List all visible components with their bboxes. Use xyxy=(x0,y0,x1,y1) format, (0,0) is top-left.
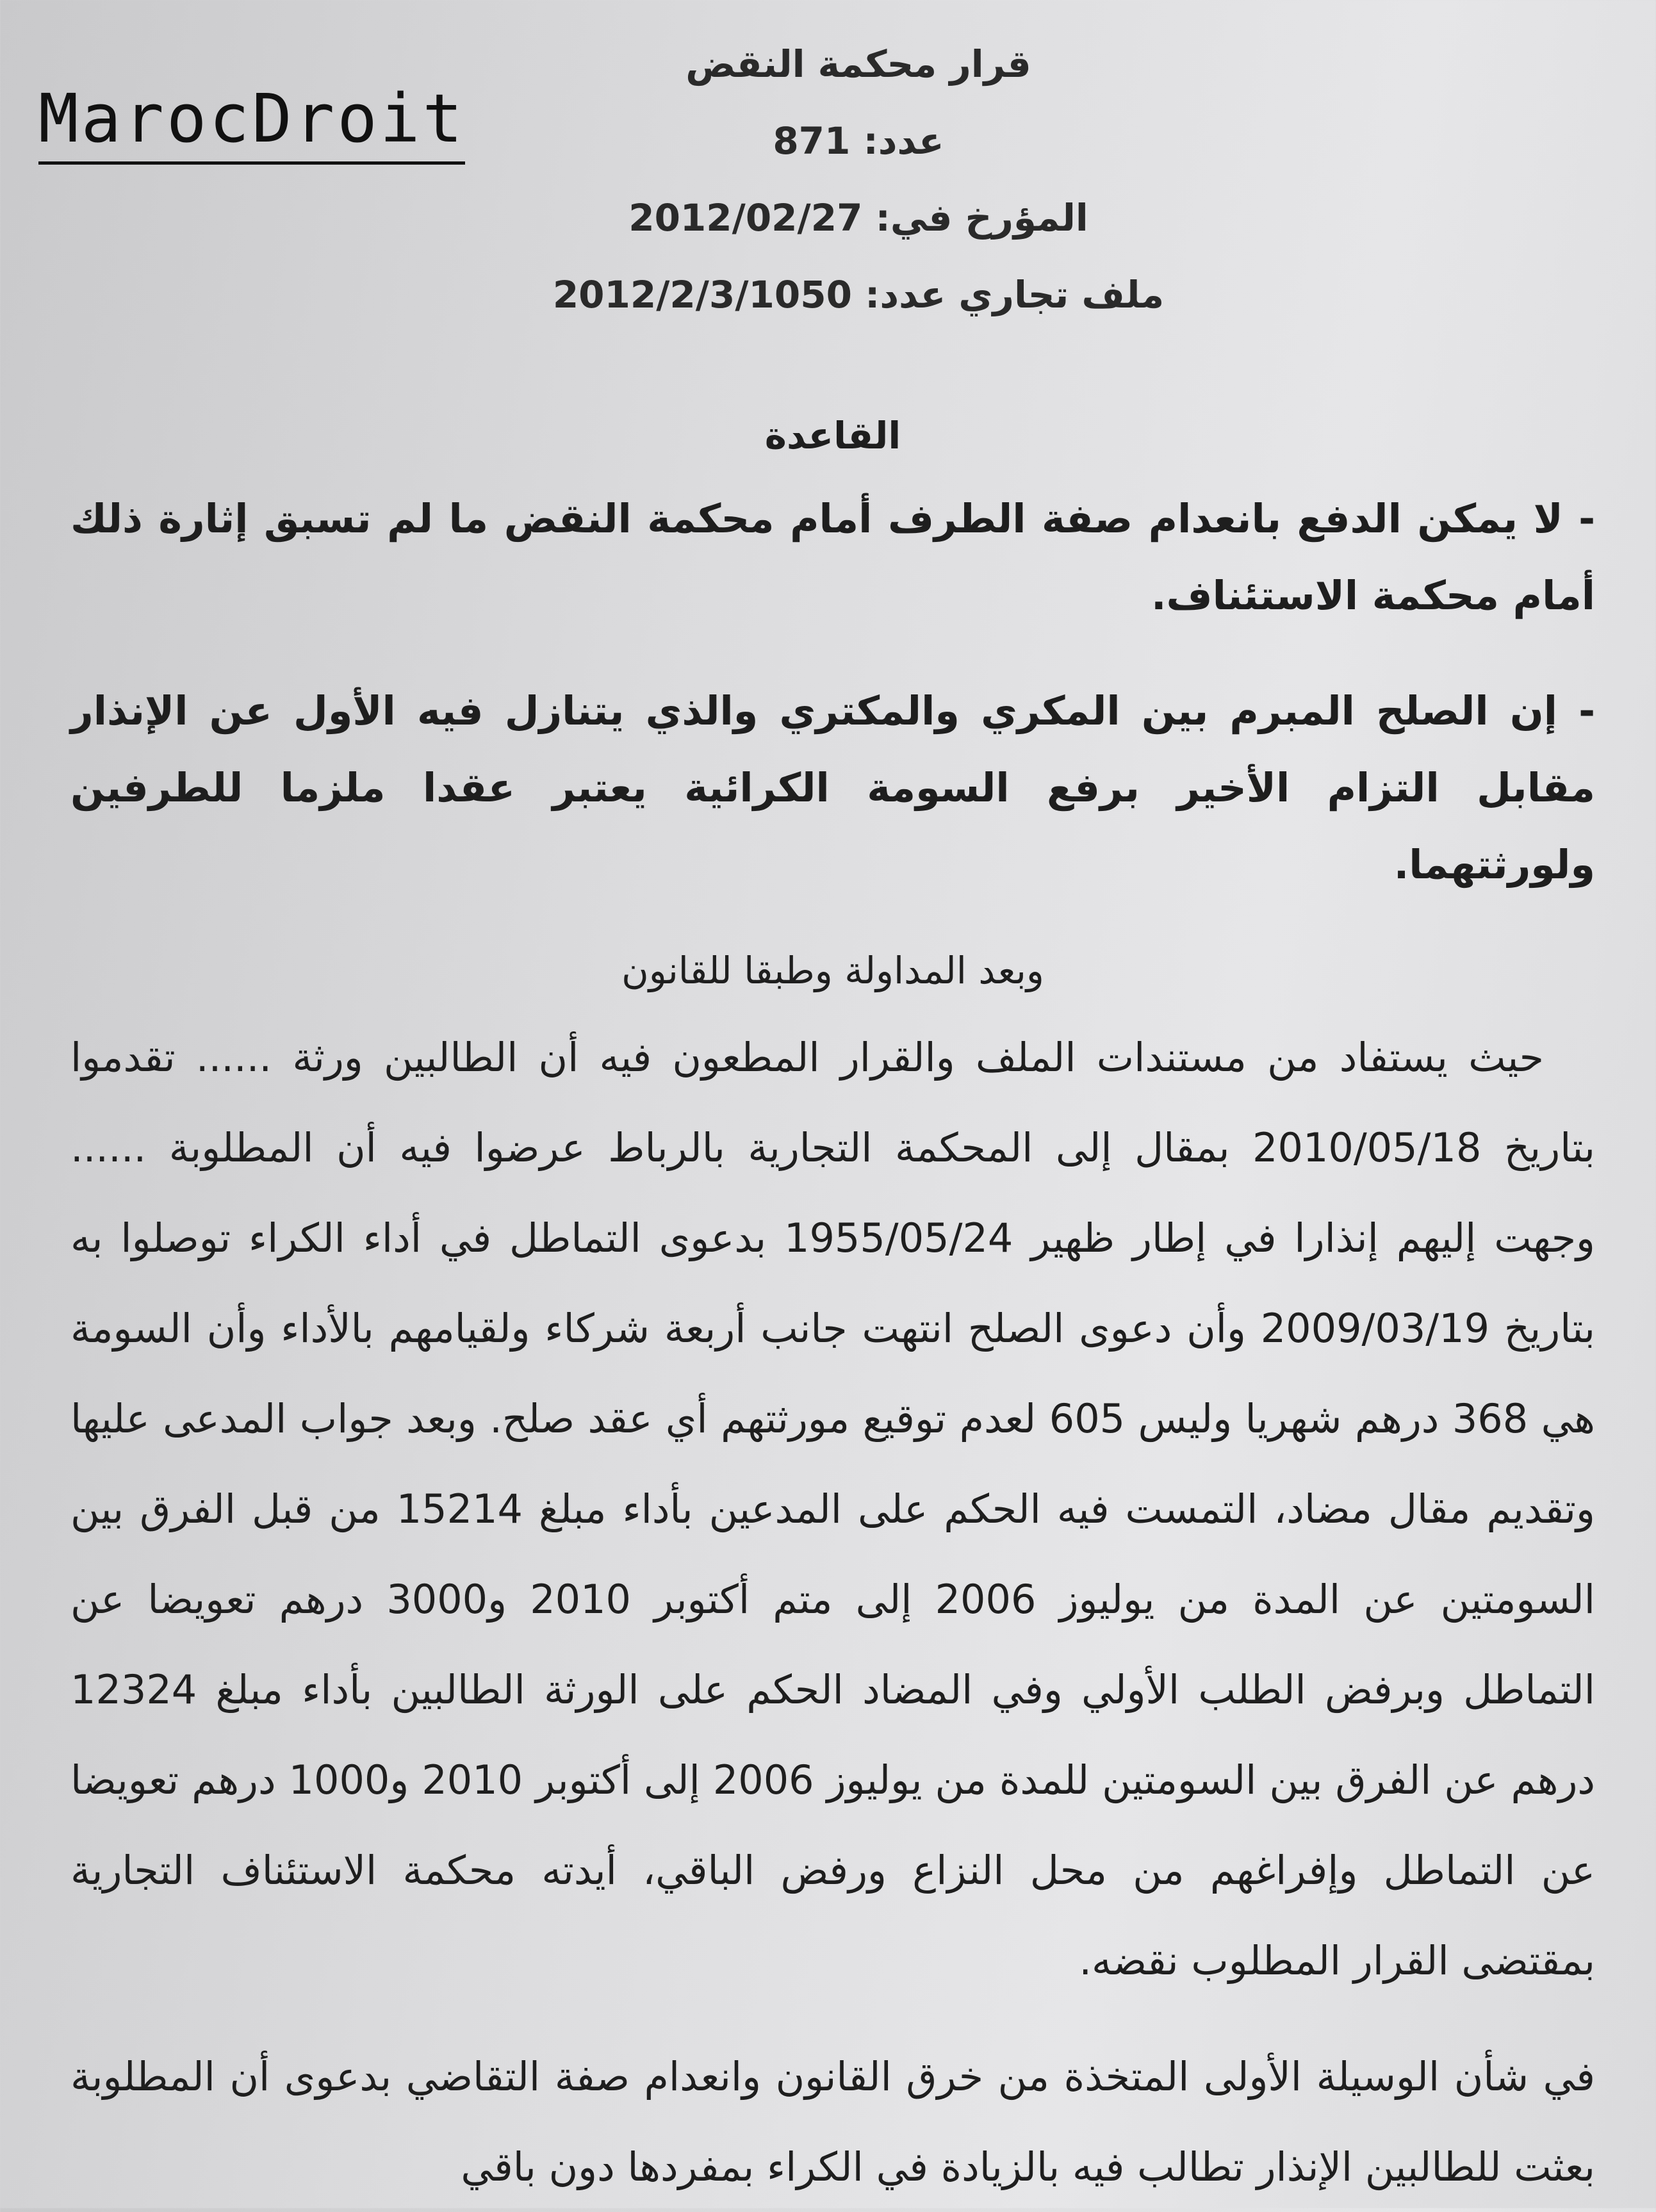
court-decision-title: قرار محكمة النقض xyxy=(685,42,1031,86)
document-body xyxy=(70,391,1595,2212)
deliberation-heading: وبعد المداولة وطبقا للقانون xyxy=(621,949,1044,992)
decision-header xyxy=(410,26,1307,333)
rule-item: - لا يمكن الدفع بانعدام صفة الطرف أمام محكمة النقض ما لم تسبق إثارة ذلك أمام محكمة الاستئناف. xyxy=(70,495,1595,619)
rule-item: - إن الصلح المبرم بين المكري والمكتري والذي يتنازل فيه الأول عن الإنذار مقابل التزام الأخير برفع السومة الكرائية يعتبر عقدا ملزما للطرفين ولورثتهما. xyxy=(70,687,1595,888)
watermark-logo: MarocDroit xyxy=(38,82,465,165)
decision-number: عدد: 871 xyxy=(773,119,944,163)
file-number: ملف تجاري عدد: 2012/2/3/1050 xyxy=(552,273,1165,316)
first-ground-paragraph: في شأن الوسيلة الأولى المتخذة من خرق القانون وانعدام صفة التقاضي بدعوى أن المطلوبة بعثت للطالبين الإنذار تطالب فيه بالزيادة في الكراء بمفردها دون باقي xyxy=(70,2053,1595,2190)
rule-heading: القاعدة xyxy=(764,414,901,457)
decision-date: المؤرخ في: 2012/02/27 xyxy=(628,196,1088,240)
facts-paragraph: حيث يستفاد من مستندات الملف والقرار المطعون فيه أن الطالبين ورثة ...... تقدموا بتاريخ 2010/05/18 بمقال إلى المحكمة التجارية بالرباط عرضوا فيه أن المطلوبة ...... وجهت إليهم إنذارا في إطار ظهير 1955/05/24 بدعوى التماطل في أداء الكراء توصلوا به بتاريخ 2009/03/19 وأن دعوى الصلح انتهت جانب أربعة شركاء ولقيامهم بالأداء وأن السومة هي 368 درهم شهريا وليس 605 لعدم توقيع مورثتهم أي عقد صلح. وبعد جواب المدعى عليها وتقديم مقال مضاد، التمست فيه الحكم على المدعين بأداء مبلغ 15214 من قبل الفرق بين السومتين عن المدة من يوليوز 2006 إلى متم أكتوبر 2010 و3000 درهم تعويضا عن التماطل وبرفض الطلب الأولي وفي المضاد الحكم على الورثة الطالبين بأداء مبلغ 12324 درهم عن الفرق بين السومتين للمدة من يوليوز 2006 إلى أكتوبر 2010 و1000 درهم تعويضا عن التماطل وإفراغهم من محل النزاع ورفض الباقي، أيدته محكمة الاستئناف التجارية بمقتضى القرار المطلوب نقضه. xyxy=(70,1034,1596,1984)
